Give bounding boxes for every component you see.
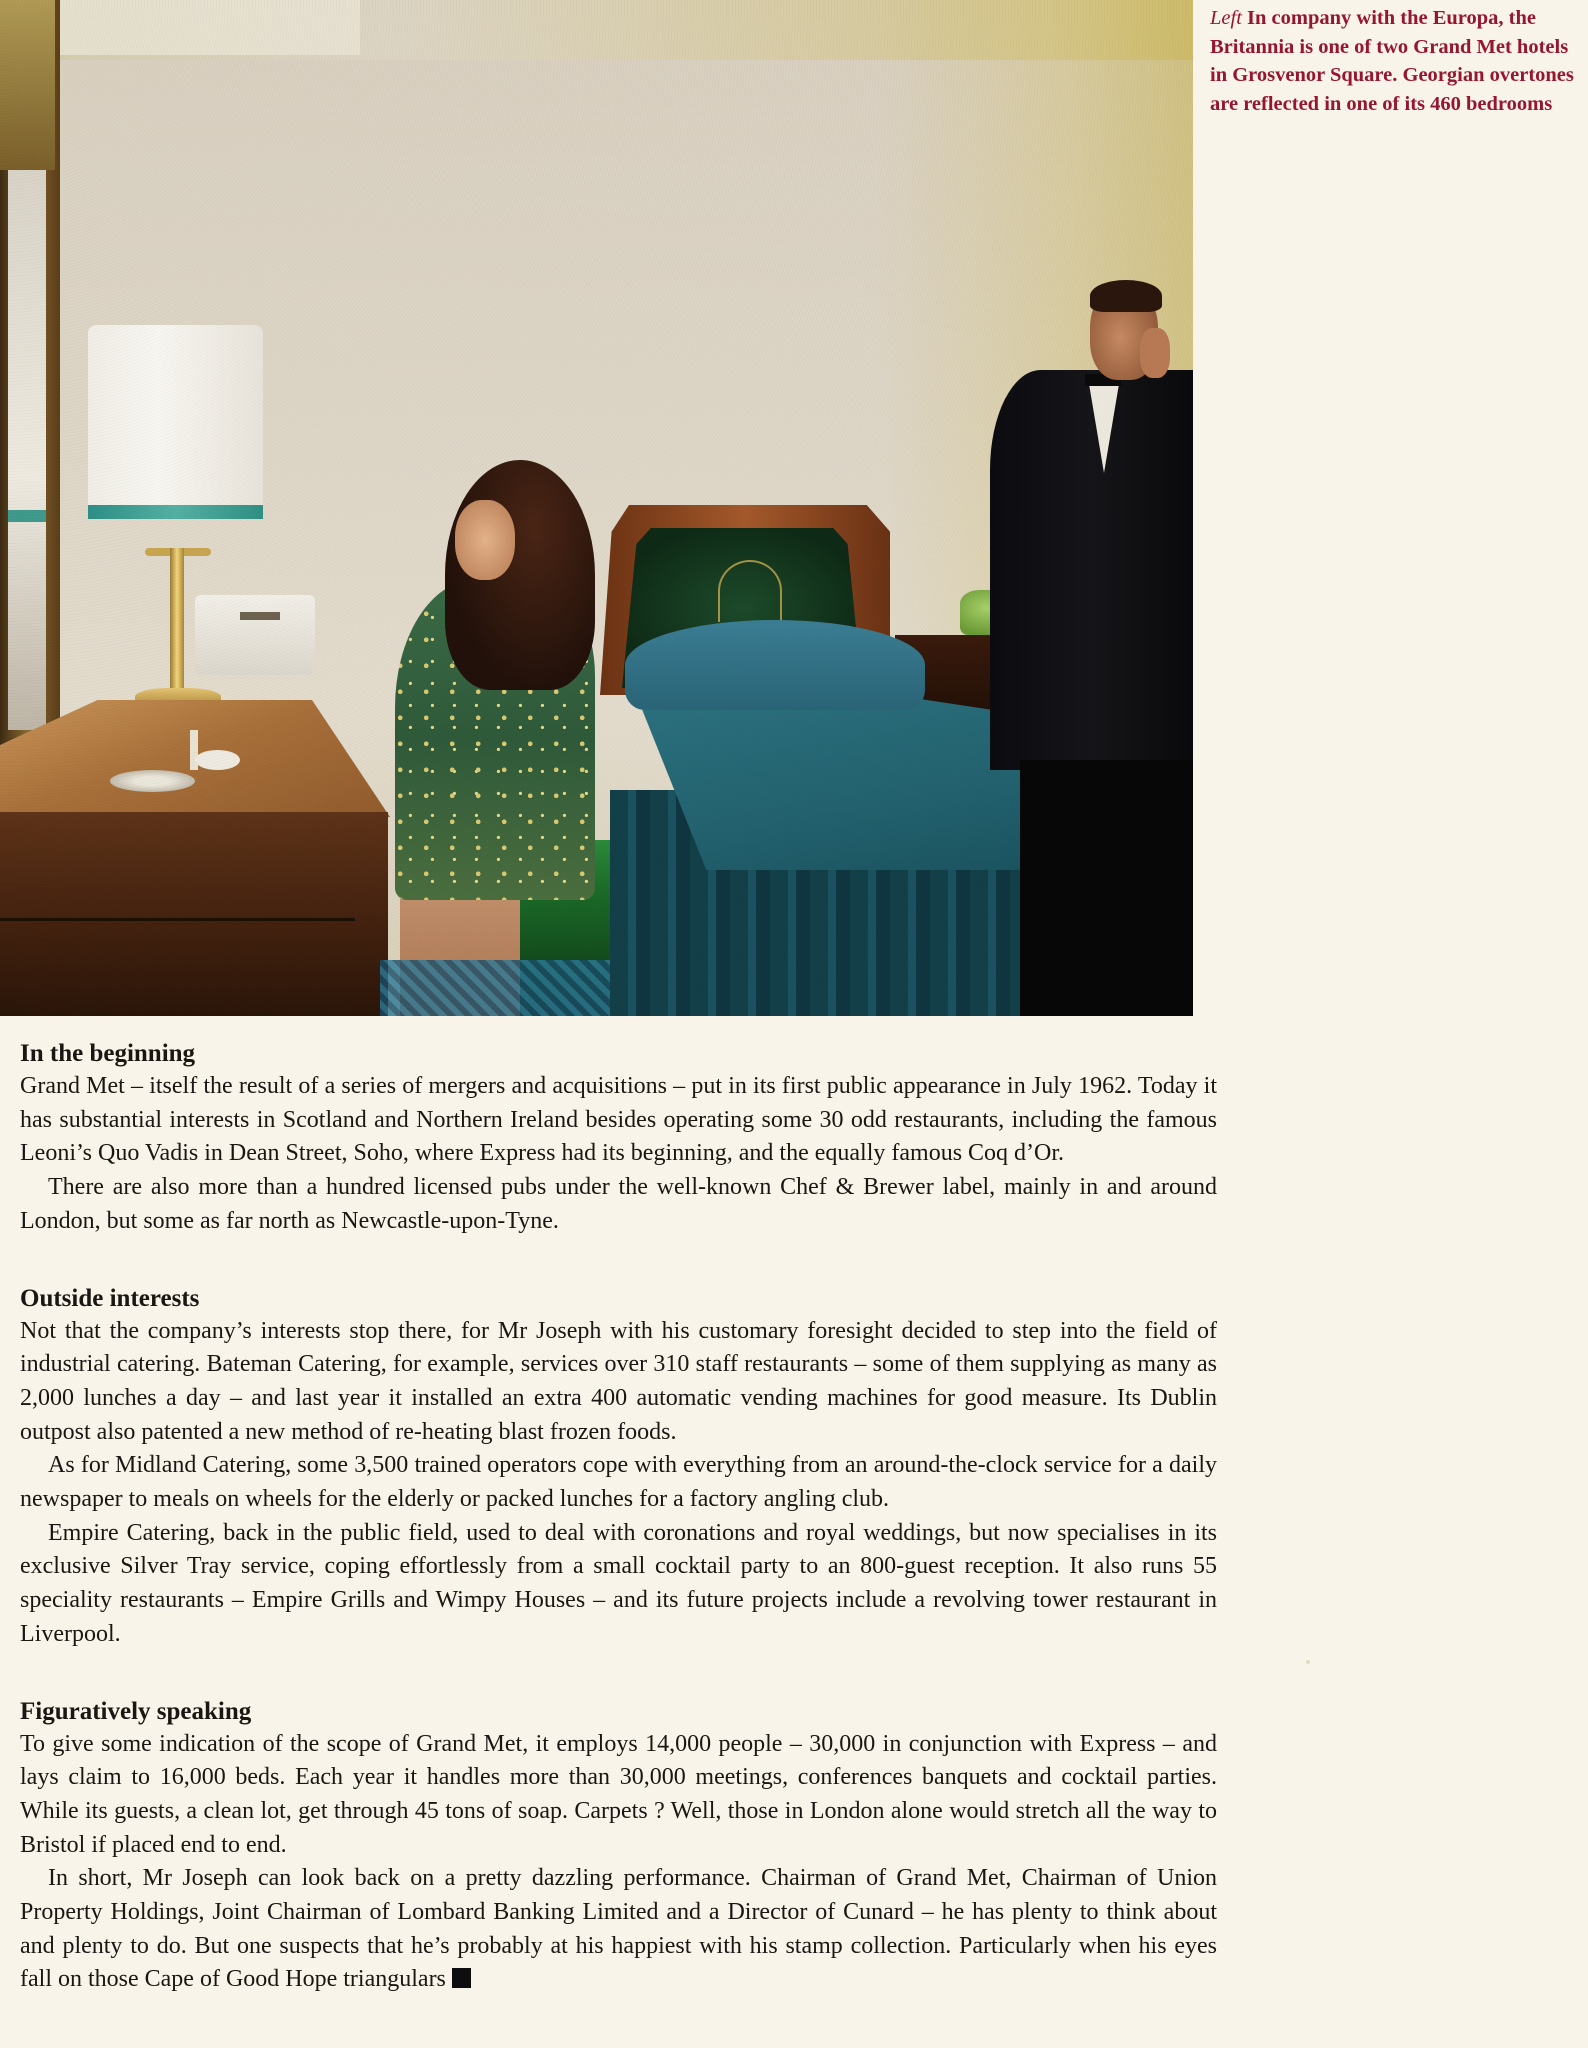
caption-lead: Left xyxy=(1210,7,1242,29)
vanity-drawer xyxy=(0,918,355,921)
paragraph: To give some indication of the scope of Grand Met, it employs 14,000 people – 30,000 in conjunction with Express – and lays claim to 16,000 beds. Each year it handles more than 30,000 meetings, conferences banquets and cocktail parties. While its guests, a clean lot, get through 45 tons of soap. Carpets ? Well, those in London alone would stretch all the way to Bristol if placed end to end. xyxy=(20,1730,1217,1858)
caption-text: In company with the Europa, the Britannia is one of two Grand Met hotels in Grosvenor Square. Georgian overtones are reflected in one of its 460 bedrooms xyxy=(1210,7,1574,115)
paragraph: Grand Met – itself the result of a series of mergers and acquisitions – put in its first public appearance in July 1962. Today it has substantial interests in Scotland and Northern Ireland besides operating some 30 odd restaurants, including the famous Leoni’s Quo Vadis in Dean Street, Soho, where Express had its beginning, and the equally famous Coq d’Or. xyxy=(20,1073,1217,1167)
ashtray xyxy=(110,770,195,792)
radio-dial xyxy=(240,612,280,620)
section-figuratively-speaking xyxy=(20,1696,1217,1998)
paragraph-text: In short, Mr Joseph can look back on a pretty dazzling performance. Chairman of Grand Met, Chairman of Union Property Holdings, Joint Chairman of Lombard Banking Limited and a Director of Cunard – he has plenty to think about and plenty to do. But one suspects that he’s probably at his happiest with his stamp collection. Particularly when his eyes fall on those Cape of Good Hope triangulars xyxy=(20,1865,1217,1993)
paragraph: Empire Catering, back in the public field, used to deal with coronations and royal weddings, but now specialises in its exclusive Silver Tray service, coping effortlessly from a small cocktail party to an 800-guest reception. It also runs 55 speciality restaurants – Empire Grills and Wimpy Houses – and its future projects include a revolving tower restaurant in Liverpool. xyxy=(20,1519,1217,1647)
end-of-article-square-icon xyxy=(452,1968,471,1988)
mirror-glass xyxy=(8,170,46,730)
vanity-front xyxy=(0,812,388,1016)
man-hair xyxy=(1090,280,1162,312)
radio-case xyxy=(195,595,315,675)
section-in-the-beginning xyxy=(20,1038,1217,1239)
paragraph: As for Midland Catering, some 3,500 trained operators cope with everything from an around-the-clock service for a daily newspaper to meals on wheels for the elderly or packed lunches for a factory angling club. xyxy=(20,1452,1217,1513)
paragraph: There are also more than a hundred licensed pubs under the well-known Chef & Brewer label, mainly in and around London, but some as far north as Newcastle-upon-Tyne. xyxy=(20,1174,1217,1234)
section-heading: In the beginning xyxy=(20,1040,196,1067)
man-hand-with-receiver xyxy=(1140,328,1170,378)
paragraph: Not that the company’s interests stop there, for Mr Joseph with his customary foresight decided to step into the field of industrial catering. Bateman Catering, for example, services over 310 staff restaurants – some of them supplying as many as 2,000 lunches a day – and last year it installed an extra 400 automatic vending machines for good measure. Its Dublin outpost also patented a new method of re-heating blast frozen foods. xyxy=(20,1317,1217,1445)
closing-paragraph xyxy=(20,1862,1217,1997)
lamp-shade xyxy=(88,325,263,515)
article-body xyxy=(20,1038,1217,1997)
section-heading: Figuratively speaking xyxy=(20,1697,252,1725)
lamp-stem xyxy=(170,548,184,693)
lamp-shade-trim xyxy=(88,505,263,519)
ceiling-patch xyxy=(60,0,360,55)
crown-emblem-icon xyxy=(718,560,782,622)
man-dinner-jacket xyxy=(990,370,1193,770)
section-outside-interests xyxy=(20,1283,1217,1652)
paper-speck xyxy=(1306,1660,1310,1664)
mirror-frame-ornament xyxy=(0,0,55,170)
section-heading: Outside interests xyxy=(20,1284,200,1312)
pillow xyxy=(625,620,925,710)
photo-caption xyxy=(1210,4,1582,118)
hotel-bedroom-photo xyxy=(0,0,1193,1016)
man-trousers xyxy=(1020,760,1193,1016)
mirror-reflection-band xyxy=(8,510,46,522)
woman-face xyxy=(455,500,515,580)
powder-compact xyxy=(195,750,240,770)
